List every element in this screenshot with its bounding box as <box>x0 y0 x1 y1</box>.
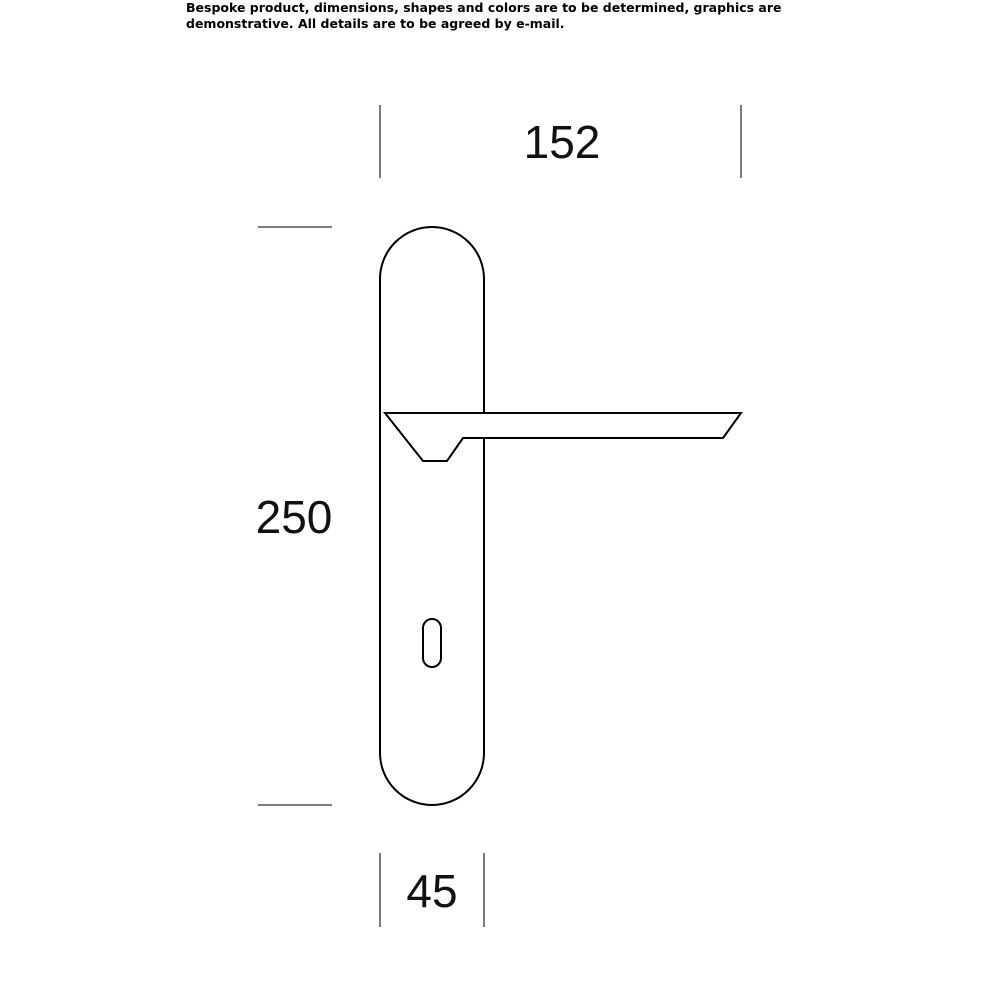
lever-handle-outline <box>385 413 741 461</box>
plate-width-dimension-label: 45 <box>406 865 458 917</box>
disclaimer-line-1: Bespoke product, dimensions, shapes and colors are to be determined, graphics are <box>186 0 782 15</box>
width-dimension-label: 152 <box>523 116 601 168</box>
backplate-outline <box>380 227 484 805</box>
disclaimer-line-2: demonstrative. All details are to be agreed by e-mail. <box>186 16 565 31</box>
keyhole-slot <box>423 619 441 667</box>
height-dimension-label: 250 <box>255 491 333 543</box>
